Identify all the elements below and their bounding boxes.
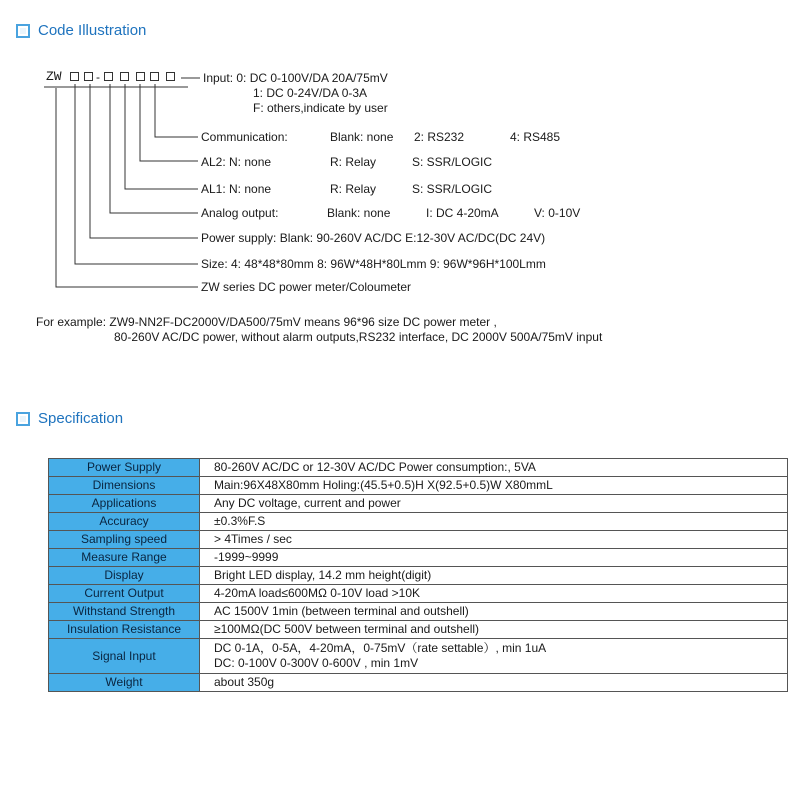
spec-value: ≥100MΩ(DC 500V between terminal and outshell) <box>200 621 788 639</box>
example-line-2: 80-260V AC/DC power, without alarm outputs,RS232 interface, DC 2000V 500A/75mV input <box>114 330 603 344</box>
specification-heading <box>16 410 123 427</box>
spec-label: Sampling speed <box>49 531 200 549</box>
spec-value: about 350g <box>200 674 788 692</box>
spec-row <box>49 567 788 585</box>
code-box <box>70 72 79 81</box>
spec-row <box>49 513 788 531</box>
code-box <box>104 72 113 81</box>
spec-row <box>49 549 788 567</box>
code-prefix: ZW <box>46 69 62 84</box>
al2-label: AL2: N: none <box>201 155 272 169</box>
code-diagram <box>0 0 800 250</box>
spec-value-line: DC 0-1A，0-5A，4-20mA，0-75mV（rate settable）, min 1uA <box>214 641 547 655</box>
spec-label: Measure Range <box>49 549 200 567</box>
analog-label: Analog output: <box>201 206 279 220</box>
spec-value: Bright LED display, 14.2 mm height(digit) <box>200 567 788 585</box>
code-box <box>120 72 129 81</box>
spec-label: Applications <box>49 495 200 513</box>
power-supply-line: Power supply: Blank: 90-260V AC/DC E:12-30V AC/DC(DC 24V) <box>201 231 546 245</box>
spec-value <box>200 639 788 674</box>
communication-option-a: Blank: none <box>330 130 394 144</box>
spec-label: Display <box>49 567 200 585</box>
specification-table-body <box>49 459 788 692</box>
spec-value: AC 1500V 1min (between terminal and outshell) <box>200 603 788 621</box>
code-box <box>150 72 159 81</box>
spec-row <box>49 639 788 674</box>
spec-value: 4-20mA load≤600MΩ 0-10V load >10K <box>200 585 788 603</box>
al1-option-c: S: SSR/LOGIC <box>412 182 493 196</box>
spec-value: ±0.3%F.S <box>200 513 788 531</box>
code-box <box>136 72 145 81</box>
al2-option-c: S: SSR/LOGIC <box>412 155 493 169</box>
code-box <box>84 72 93 81</box>
spec-value: > 4Times / sec <box>200 531 788 549</box>
specification-table <box>48 458 788 692</box>
spec-row <box>49 495 788 513</box>
spec-label: Signal Input <box>49 639 200 674</box>
communication-label: Communication: <box>201 130 288 144</box>
communication-option-b: 2: RS232 <box>414 130 465 144</box>
spec-label: Weight <box>49 674 200 692</box>
input-line-2: 1: DC 0-24V/DA 0-3A <box>253 86 368 100</box>
spec-value: Main:96X48X80mm Holing:(45.5+0.5)H X(92.5+0.5)W X80mmL <box>200 477 788 495</box>
spec-label: Dimensions <box>49 477 200 495</box>
spec-value: Any DC voltage, current and power <box>200 495 788 513</box>
spec-value: -1999~9999 <box>200 549 788 567</box>
al2-option-b: R: Relay <box>330 155 377 169</box>
analog-option-c: V: 0-10V <box>534 206 581 220</box>
specification-title: Specification <box>38 410 124 427</box>
example-line-1: For example: ZW9-NN2F-DC2000V/DA500/75mV means 96*96 size DC power meter , <box>36 315 497 329</box>
spec-value-line: DC: 0-100V 0-300V 0-600V , min 1mV <box>214 656 419 670</box>
spec-value: 80-260V AC/DC or 12-30V AC/DC Power consumption:, 5VA <box>200 459 788 477</box>
spec-row <box>49 459 788 477</box>
code-dash: - <box>96 70 100 84</box>
spec-row <box>49 674 788 692</box>
analog-option-b: I: DC 4-20mA <box>426 206 499 220</box>
square-bullet-icon <box>16 412 30 426</box>
spec-label: Current Output <box>49 585 200 603</box>
communication-option-c: 4: RS485 <box>510 130 561 144</box>
input-line-1: Input: 0: DC 0-100V/DA 20A/75mV <box>203 71 388 85</box>
size-line: Size: 4: 48*48*80mm 8: 96W*48H*80Lmm 9: 96W*96H*100Lmm <box>201 257 546 271</box>
spec-row <box>49 477 788 495</box>
input-line-3: F: others,indicate by user <box>253 101 388 115</box>
al1-option-b: R: Relay <box>330 182 377 196</box>
series-line: ZW series DC power meter/Coloumeter <box>201 280 412 294</box>
spec-row <box>49 621 788 639</box>
spec-row <box>49 603 788 621</box>
code-illustration-title: Code Illustration <box>38 22 147 39</box>
spec-label: Power Supply <box>49 459 200 477</box>
al1-label: AL1: N: none <box>201 182 272 196</box>
spec-row <box>49 531 788 549</box>
spec-label: Withstand Strength <box>49 603 200 621</box>
spec-label: Insulation Resistance <box>49 621 200 639</box>
analog-option-a: Blank: none <box>327 206 391 220</box>
spec-label: Accuracy <box>49 513 200 531</box>
code-box <box>166 72 175 81</box>
spec-row <box>49 585 788 603</box>
